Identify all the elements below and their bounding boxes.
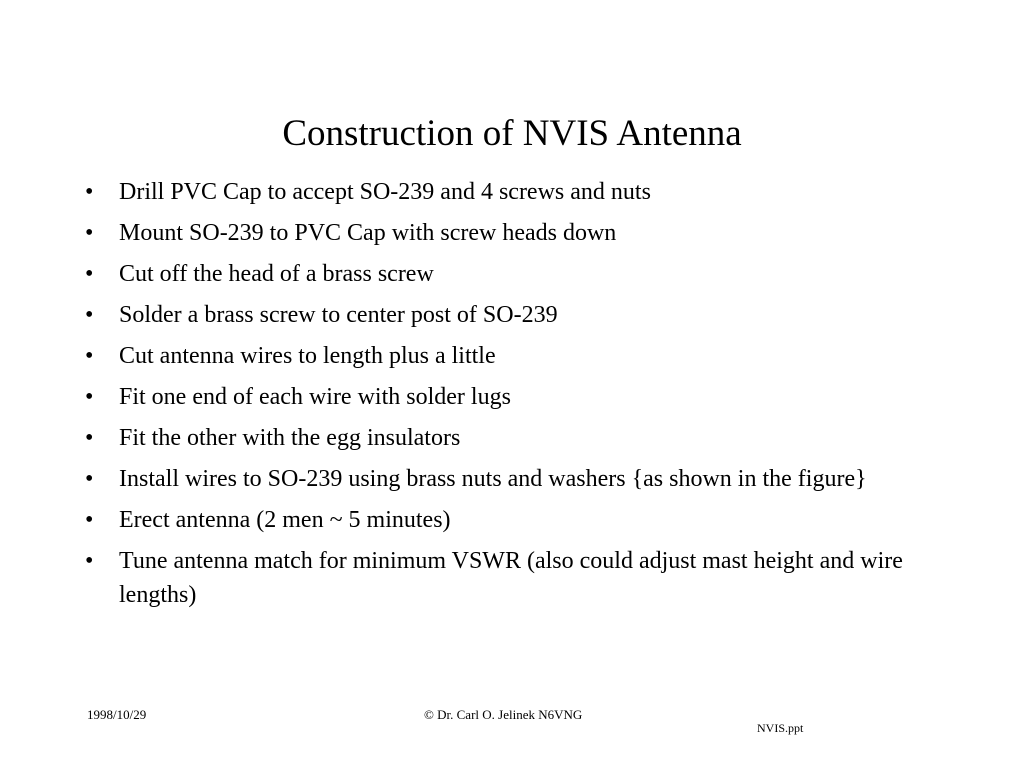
bullet-item [85,339,945,373]
bullet-icon: • [85,548,94,574]
bullet-icon: • [85,425,94,451]
bullet-icon: • [85,179,94,205]
bullet-item [85,503,945,537]
bullet-list [85,175,945,619]
bullet-text: Mount SO-239 to PVC Cap with screw heads down [119,220,617,246]
bullet-text: Cut off the head of a brass screw [119,261,434,287]
bullet-icon: • [85,507,94,533]
bullet-text: Solder a brass screw to center post of SO-239 [119,302,558,328]
footer-filename: NVIS.ppt [757,721,804,735]
bullet-icon: • [85,220,94,246]
bullet-icon: • [85,384,94,410]
bullet-text: Drill PVC Cap to accept SO-239 and 4 screws and nuts [119,179,651,205]
bullet-text: Fit the other with the egg insulators [119,425,461,451]
bullet-text: Fit one end of each wire with solder lugs [119,384,511,410]
bullet-icon: • [85,343,94,369]
footer-copyright: © Dr. Carl O. Jelinek N6VNG [424,707,583,722]
bullet-text: Install wires to SO-239 using brass nuts and washers {as shown in the figure} [119,466,867,492]
bullet-item [85,380,945,414]
bullet-item [85,257,945,291]
bullet-item [85,175,945,209]
bullet-text: Tune antenna match for minimum VSWR (also could adjust mast height and wire lengths) [119,548,903,608]
bullet-item [85,544,945,612]
bullet-icon: • [85,466,94,492]
slide-title: Construction of NVIS Antenna [282,113,742,154]
footer-date: 1998/10/29 [87,707,147,722]
bullet-item [85,298,945,332]
bullet-icon: • [85,261,94,287]
bullet-text: Erect antenna (2 men ~ 5 minutes) [119,507,451,533]
bullet-text: Cut antenna wires to length plus a little [119,343,496,369]
bullet-item [85,421,945,455]
bullet-item [85,462,945,496]
bullet-item [85,216,945,250]
bullet-icon: • [85,302,94,328]
